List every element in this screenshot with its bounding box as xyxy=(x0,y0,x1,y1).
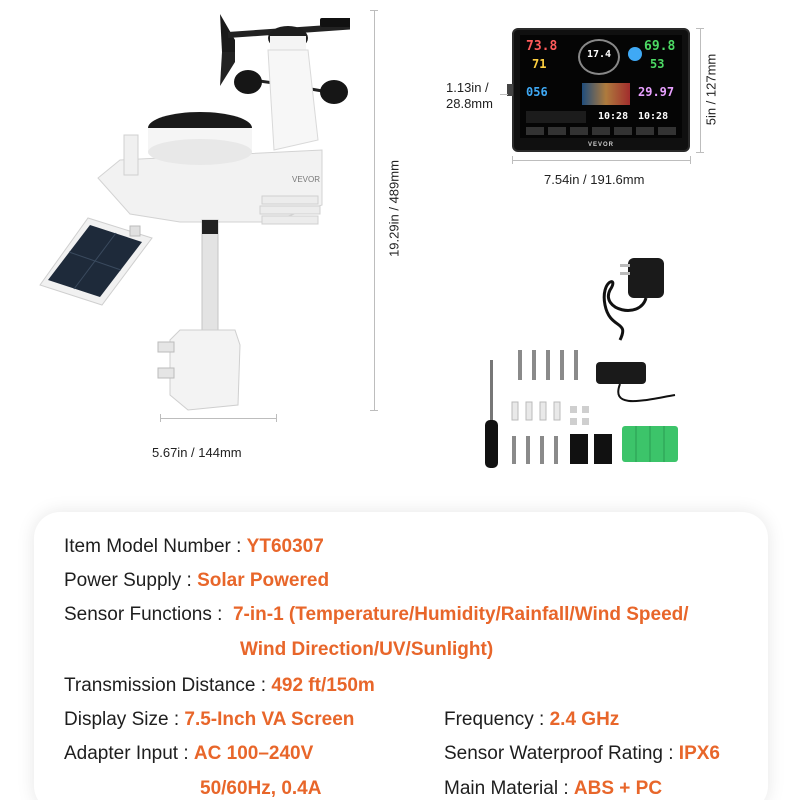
display-width-label: 7.54in / 191.6mm xyxy=(544,172,645,187)
spec-model: Item Model Number : YT60307 xyxy=(64,536,324,557)
station-width-label: 5.67in / 144mm xyxy=(152,445,242,460)
spec-sensor-functions: Sensor Functions : 7-in-1 (Temperature/Humidity/Rainfall/Wind Speed/ xyxy=(64,604,689,625)
spec-waterproof-rating: Sensor Waterproof Rating : IPX6 xyxy=(444,743,720,764)
spec-transmission-distance: Transmission Distance : 492 ft/150m xyxy=(64,675,375,696)
spec-sensor-functions-cont: Wind Direction/UV/Sunlight) xyxy=(240,639,494,660)
accessories-image xyxy=(460,250,700,480)
specifications-card xyxy=(34,512,768,800)
spec-main-material: Main Material : ABS + PC xyxy=(444,778,663,799)
spec-power-supply: Power Supply : Solar Powered xyxy=(64,570,330,591)
display-brand-text: VEVOR xyxy=(587,142,614,148)
display-depth-label-1: 1.13in / xyxy=(446,80,489,95)
spec-adapter-input: Adapter Input : AC 100–240V xyxy=(64,743,314,764)
display-height-label: 5in / 127mm xyxy=(703,53,719,126)
weather-station-sensor-image xyxy=(30,0,350,430)
spec-display-size: Display Size : 7.5-Inch VA Screen xyxy=(64,709,355,730)
display-depth-label-2: 28.8mm xyxy=(446,96,493,111)
display-console-image: 73.8 71 17.4 69.8 53 056 29.97 10:28 10:28 VEVOR xyxy=(512,28,690,152)
sensor-brand-text: VEVOR xyxy=(292,175,321,184)
station-height-label: 19.29in / 489mm xyxy=(386,160,402,257)
spec-adapter-input-cont: 50/60Hz, 0.4A xyxy=(200,778,322,799)
spec-frequency: Frequency : 2.4 GHz xyxy=(444,709,620,730)
